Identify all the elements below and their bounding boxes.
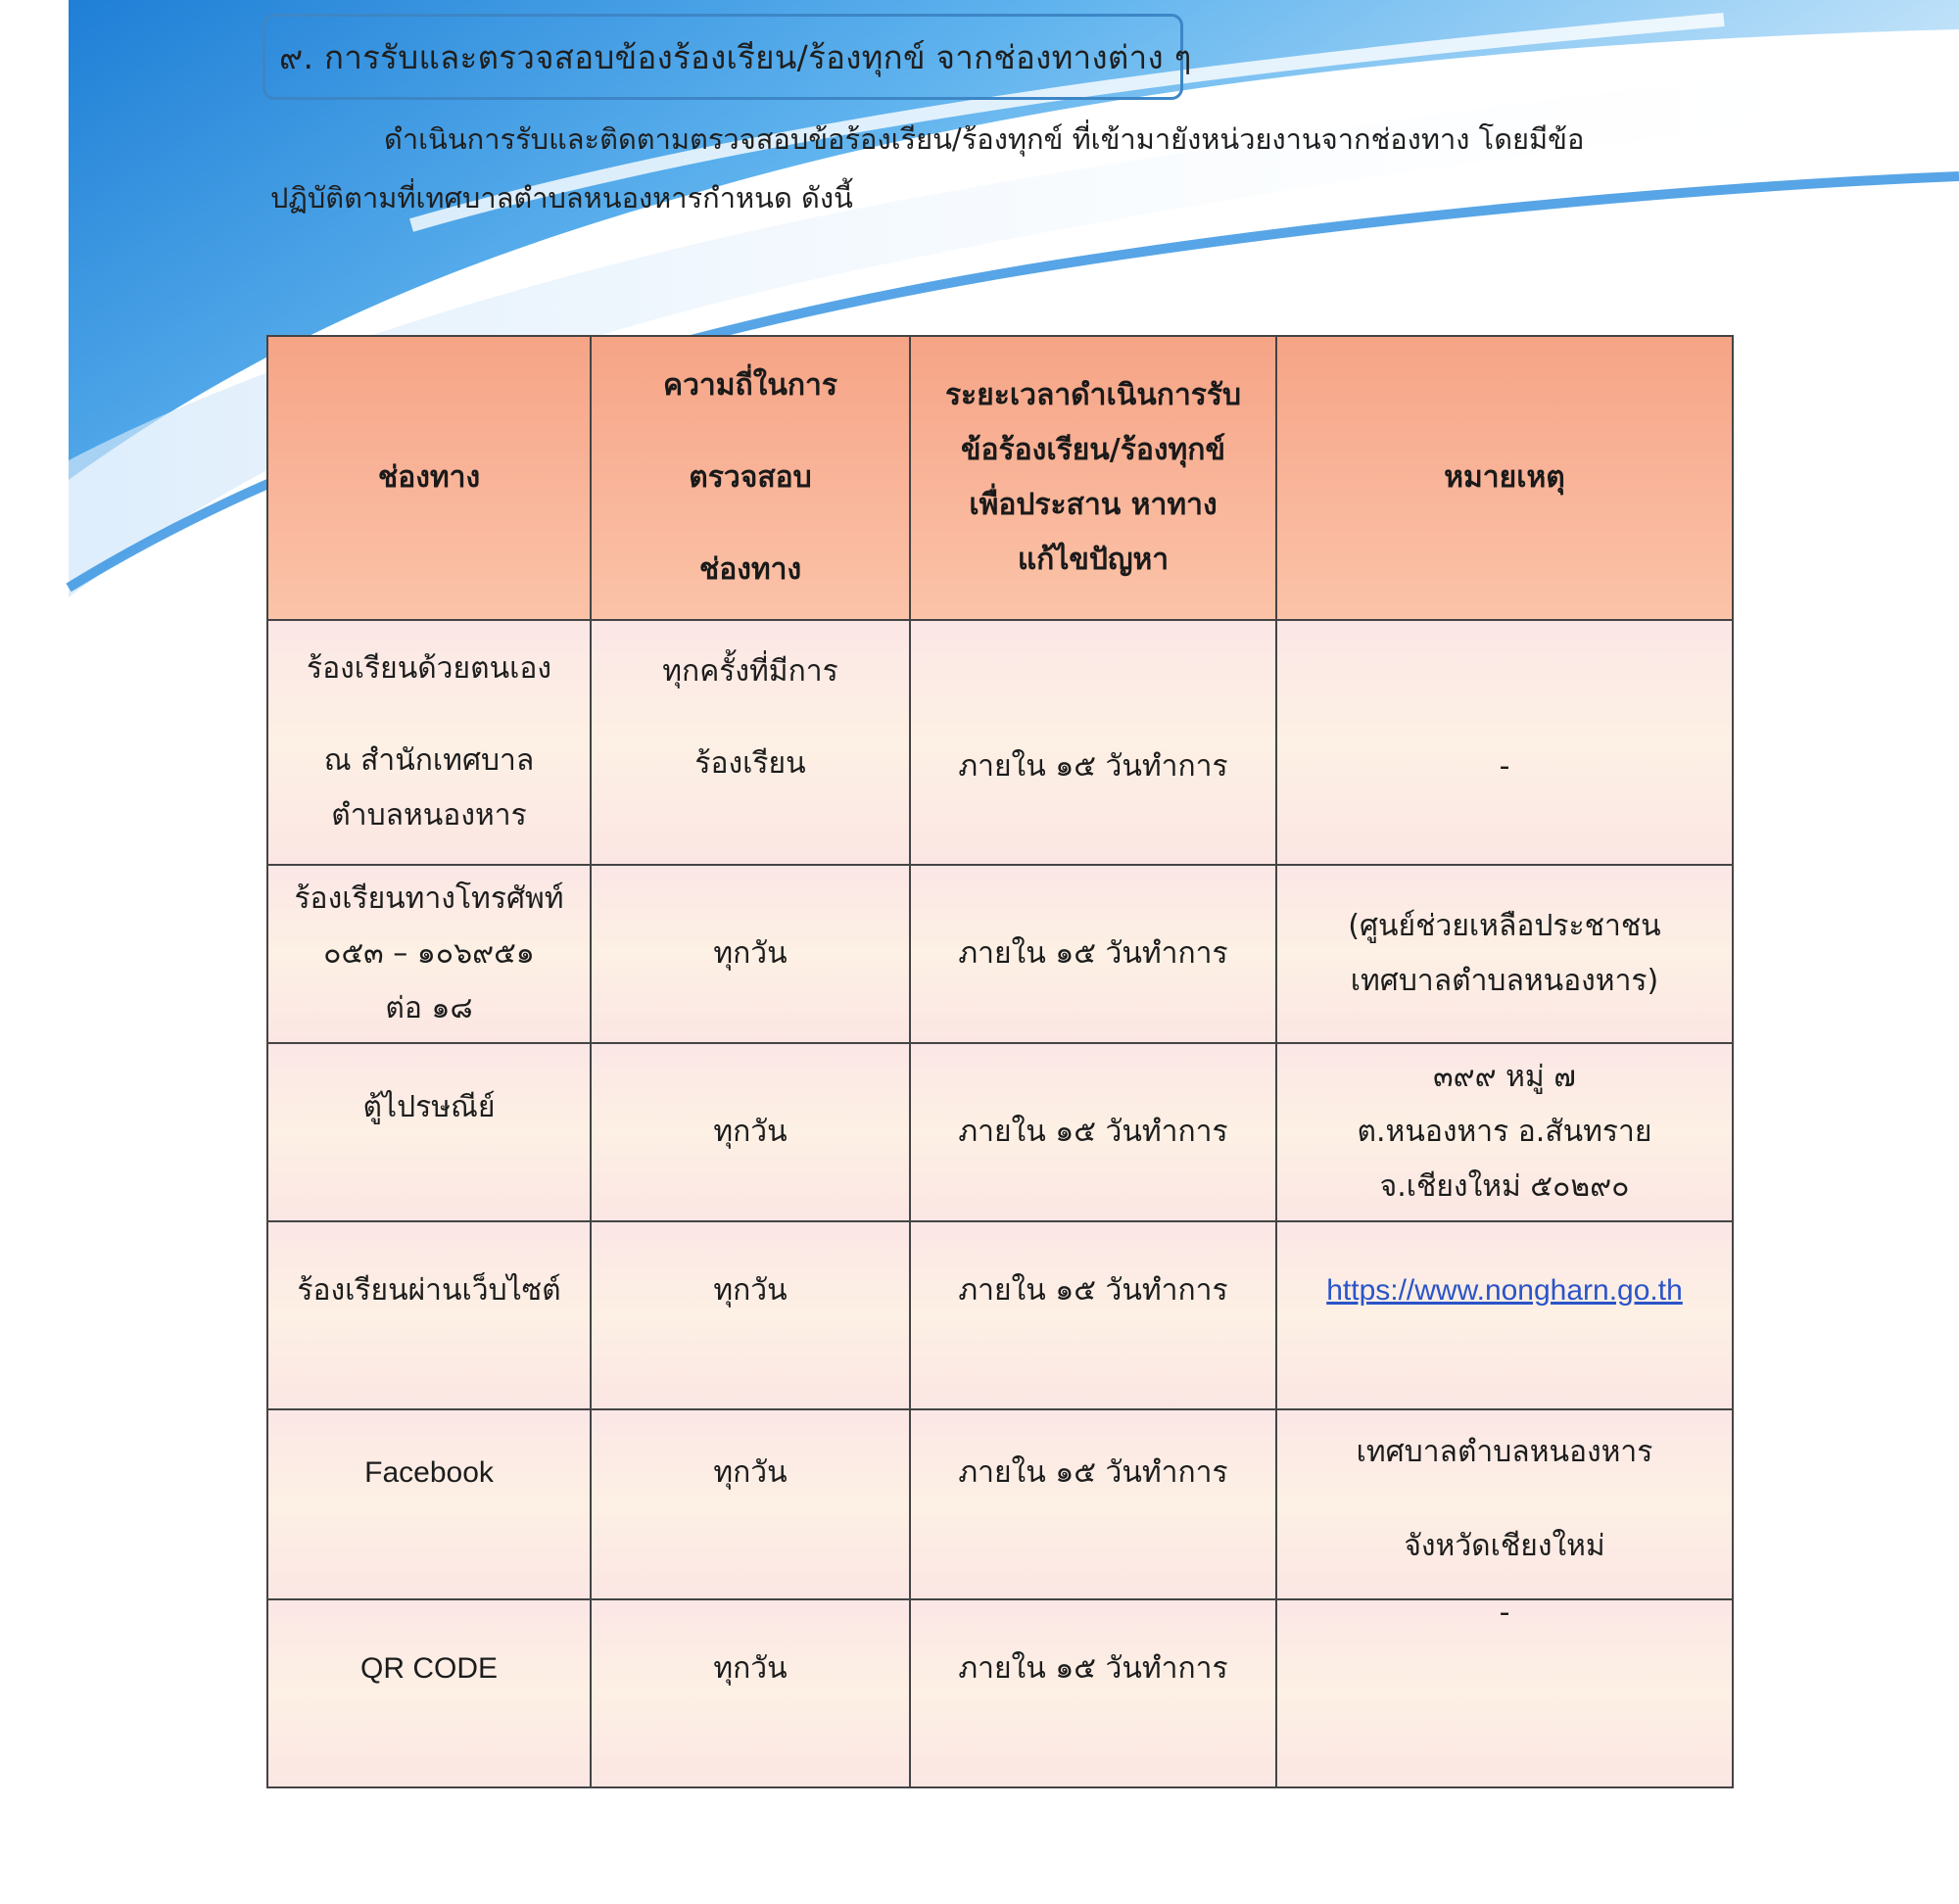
cell-line: ทุกวัน (713, 936, 788, 971)
table-row (267, 1599, 1733, 1787)
cell-timeframe (910, 620, 1276, 865)
cell-line: ภายใน ๑๕ วันทำการ (958, 1455, 1228, 1490)
header-timeframe-line: ข้อร้องเรียน/ร้องทุกข์ (961, 433, 1225, 467)
cell-frequency (591, 1599, 910, 1787)
cell-line: ณ สำนักเทศบาล (323, 743, 535, 778)
cell-line: ทุกวัน (713, 1651, 788, 1686)
cell-line: ภายใน ๑๕ วันทำการ (958, 936, 1228, 971)
cell-frequency (591, 1221, 910, 1409)
header-channel (267, 336, 591, 620)
cell-line: ทุกครั้งที่มีการ (662, 654, 838, 689)
cell-line: จ.เชียงใหม่ ๕๐๒๙๐ (1379, 1169, 1630, 1204)
cell-line: Facebook (364, 1456, 494, 1489)
cell-line: เทศบาลตำบลหนองหาร) (1350, 964, 1659, 998)
intro-line-2: ปฏิบัติตามที่เทศบาลตำบลหนองหารกำหนด ดังนี้ (270, 181, 853, 214)
cell-line: - (1499, 749, 1510, 784)
header-remark-label: หมายเหตุ (1444, 460, 1565, 495)
cell-line: ตำบลหนองหาร (331, 798, 527, 833)
cell-remark (1276, 1043, 1733, 1221)
website-link[interactable]: https://www.nongharn.go.th (1326, 1274, 1683, 1307)
cell-line: จังหวัดเชียงใหม่ (1404, 1529, 1605, 1563)
table-header-row (267, 336, 1733, 620)
intro-paragraph (270, 110, 1720, 227)
header-timeframe-line: ระยะเวลาดำเนินการรับ (944, 378, 1242, 412)
cell-line: ตู้ไปรษณีย์ (362, 1090, 496, 1124)
header-channel-label: ช่องทาง (377, 460, 481, 495)
cell-frequency (591, 1043, 910, 1221)
cell-timeframe (910, 1409, 1276, 1599)
cell-line: ร้องเรียนด้วยตนเอง (306, 651, 552, 686)
cell-line: ภายใน ๑๕ วันทำการ (958, 1651, 1228, 1686)
cell-timeframe (910, 865, 1276, 1043)
cell-channel (267, 1043, 591, 1221)
table-row (267, 1043, 1733, 1221)
cell-timeframe (910, 1599, 1276, 1787)
cell-remark (1276, 1409, 1733, 1599)
cell-line: ทุกวัน (713, 1455, 788, 1490)
header-frequency-line: ช่องทาง (698, 552, 802, 587)
header-frequency-line: ความถี่ในการ (663, 368, 837, 403)
cell-line: เทศบาลตำบลหนองหาร (1356, 1435, 1653, 1469)
cell-channel (267, 1221, 591, 1409)
cell-remark (1276, 620, 1733, 865)
cell-line: - (1499, 1595, 1510, 1630)
cell-line: ร้องเรียนผ่านเว็บไซต์ (297, 1273, 561, 1308)
complaint-channels-table (266, 335, 1734, 1788)
header-timeframe-line: เพื่อประสาน หาทาง (969, 488, 1218, 522)
cell-line: ร้องเรียน (694, 746, 806, 781)
cell-line: ภายใน ๑๕ วันทำการ (958, 1273, 1228, 1308)
cell-frequency (591, 865, 910, 1043)
cell-line: ต่อ ๑๘ (385, 991, 473, 1025)
cell-line: ภายใน ๑๕ วันทำการ (958, 749, 1228, 784)
cell-channel (267, 1599, 591, 1787)
cell-remark (1276, 1221, 1733, 1409)
cell-timeframe (910, 1043, 1276, 1221)
intro-line-1: ดำเนินการรับและติดตามตรวจสอบข้อร้องเรียน/ร้องทุกข์ ที่เข้ามายังหน่วยงานจากช่องทาง โดยมีข้อ (384, 122, 1585, 156)
table-row (267, 620, 1733, 865)
table-row (267, 1221, 1733, 1409)
cell-frequency (591, 620, 910, 865)
header-timeframe (910, 336, 1276, 620)
cell-line: ๓๙๙ หมู่ ๗ (1433, 1060, 1576, 1094)
table-row (267, 1409, 1733, 1599)
cell-remark (1276, 865, 1733, 1043)
cell-line: ร้องเรียนทางโทรศัพท์ (294, 881, 564, 916)
header-remark (1276, 336, 1733, 620)
cell-channel (267, 620, 591, 865)
section-heading: ๙. การรับและตรวจสอบข้องร้องเรียน/ร้องทุกข์ จากช่องทางต่าง ๆ (279, 37, 1192, 76)
cell-line: ต.หนองหาร อ.สันทราย (1357, 1115, 1652, 1149)
cell-line: ทุกวัน (713, 1273, 788, 1308)
cell-timeframe (910, 1221, 1276, 1409)
cell-line: ๐๕๓ – ๑๐๖๙๕๑ (323, 936, 535, 971)
cell-frequency (591, 1409, 910, 1599)
header-frequency (591, 336, 910, 620)
header-timeframe-line: แก้ไขปัญหา (1017, 543, 1170, 577)
table-row (267, 865, 1733, 1043)
cell-channel (267, 1409, 591, 1599)
section-heading-box (263, 14, 1192, 100)
cell-remark (1276, 1595, 1733, 1787)
cell-line: (ศูนย์ช่วยเหลือประชาชน (1348, 909, 1661, 943)
cell-channel (267, 865, 591, 1043)
header-frequency-line: ตรวจสอบ (689, 460, 812, 495)
cell-line: QR CODE (359, 1652, 498, 1685)
cell-line: ทุกวัน (713, 1115, 788, 1149)
cell-line: ภายใน ๑๕ วันทำการ (958, 1115, 1228, 1149)
